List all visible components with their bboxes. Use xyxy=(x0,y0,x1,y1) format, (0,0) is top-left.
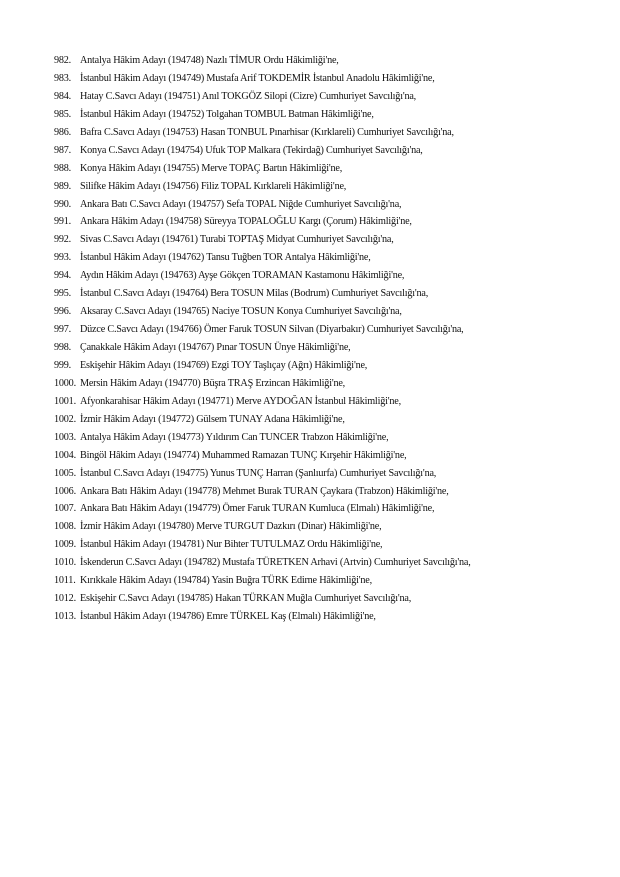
entry-text: Çanakkale Hâkim Adayı (194767) Pınar TOSUN Ünye Hâkimliği'ne, xyxy=(80,342,351,353)
list-item xyxy=(54,142,610,160)
entry-number: 987. xyxy=(54,144,72,156)
entry-number: 983. xyxy=(54,72,72,84)
list-item xyxy=(54,500,610,518)
list-item xyxy=(54,124,610,142)
entry-number: 1003. xyxy=(54,431,76,443)
list-item xyxy=(54,518,610,536)
entry-number: 1013. xyxy=(54,611,76,623)
entry-text: Bingöl Hâkim Adayı (194774) Muhammed Ramazan TUNÇ Kırşehir Hâkimliği'ne, xyxy=(80,449,407,461)
entry-text: Aksaray C.Savcı Adayı (194765) Naciye TOSUN Konya Cumhuriyet Savcılığı'na, xyxy=(80,306,402,318)
entry-text: İstanbul C.Savcı Adayı (194764) Bera TOSUN Milas (Bodrum) Cumhuriyet Savcılığı'na, xyxy=(80,288,429,300)
entry-number: 1005. xyxy=(54,467,76,479)
list-item xyxy=(54,106,610,124)
list-item xyxy=(54,213,610,231)
entry-text: Düzce C.Savcı Adayı (194766) Ömer Faruk TOSUN Silvan (Diyarbakır) Cumhuriyet Savcılığı'na, xyxy=(80,324,464,336)
entry-number: 1001. xyxy=(54,395,76,407)
entry-text: Silifke Hâkim Adayı (194756) Filiz TOPAL Kırklareli Hâkimliği'ne, xyxy=(80,180,347,192)
entry-text: Konya Hâkim Adayı (194755) Merve TOPAÇ Bartın Hâkimliği'ne, xyxy=(80,162,343,174)
entry-text: Ankara Hâkim Adayı (194758) Süreyya TOPALOĞLU Kargı (Çorum) Hâkimliği'ne, xyxy=(80,216,412,228)
entry-number: 989. xyxy=(54,180,72,192)
entry-text: İstanbul C.Savcı Adayı (194775) Yunus TUNÇ Harran (Şanlıurfa) Cumhuriyet Savcılığı'na, xyxy=(80,467,437,479)
entry-number: 982. xyxy=(54,55,72,66)
entry-number: 985. xyxy=(54,108,72,120)
entry-number: 997. xyxy=(54,324,72,336)
entry-number: 1007. xyxy=(54,503,76,515)
list-item xyxy=(54,196,610,214)
entry-number: 999. xyxy=(54,359,72,371)
list-item xyxy=(54,178,610,196)
list-item xyxy=(54,393,610,411)
entry-number: 996. xyxy=(54,306,72,318)
list-item xyxy=(54,160,610,178)
entry-text: İstanbul Hâkim Adayı (194762) Tansu Tuğben TOR Antalya Hâkimliği'ne, xyxy=(80,252,371,264)
list-item xyxy=(54,231,610,249)
appointment-list xyxy=(54,52,610,626)
list-item xyxy=(54,321,610,339)
entry-number: 995. xyxy=(54,288,72,300)
entry-text: Bafra C.Savcı Adayı (194753) Hasan TONBUL Pınarhisar (Kırklareli) Cumhuriyet Savcılığı'na, xyxy=(80,126,454,138)
list-item xyxy=(54,447,610,465)
entry-number: 994. xyxy=(54,270,72,282)
list-item xyxy=(54,357,610,375)
entry-text: Ankara Batı Hâkim Adayı (194779) Ömer Faruk TURAN Kumluca (Elmalı) Hâkimliği'ne, xyxy=(80,503,435,515)
entry-text: Hatay C.Savcı Adayı (194751) Anıl TOKGÖZ Silopi (Cizre) Cumhuriyet Savcılığı'na, xyxy=(80,90,417,102)
list-item xyxy=(54,590,610,608)
entry-number: 988. xyxy=(54,162,72,174)
entry-text: Aydın Hâkim Adayı (194763) Ayşe Gökçen TORAMAN Kastamonu Hâkimliği'ne, xyxy=(80,270,405,282)
entry-number: 992. xyxy=(54,234,72,246)
list-item xyxy=(54,536,610,554)
entry-text: Mersin Hâkim Adayı (194770) Büşra TRAŞ Erzincan Hâkimliği'ne, xyxy=(80,377,346,389)
entry-text: İstanbul Hâkim Adayı (194781) Nur Bihter TUTULMAZ Ordu Hâkimliği'ne, xyxy=(80,539,383,551)
entry-text: Ankara Batı Hâkim Adayı (194778) Mehmet Burak TURAN Çaykara (Trabzon) Hâkimliği'ne, xyxy=(80,485,449,497)
list-item xyxy=(54,70,610,88)
entry-number: 990. xyxy=(54,198,72,210)
list-item xyxy=(54,249,610,267)
entry-text: İzmir Hâkim Adayı (194780) Merve TURGUT Dazkırı (Dinar) Hâkimliği'ne, xyxy=(80,521,382,533)
list-item xyxy=(54,267,610,285)
entry-text: Kırıkkale Hâkim Adayı (194784) Yasin Buğra TÜRK Edirne Hâkimliği'ne, xyxy=(80,575,372,587)
list-item xyxy=(54,339,610,357)
list-item xyxy=(54,411,610,429)
list-item xyxy=(54,608,610,626)
entry-number: 1000. xyxy=(54,377,76,389)
entry-text: Sivas C.Savcı Adayı (194761) Turabi TOPTAŞ Midyat Cumhuriyet Savcılığı'na, xyxy=(80,234,394,246)
list-item xyxy=(54,52,610,70)
entry-number: 1012. xyxy=(54,593,76,605)
entry-text: Eskişehir C.Savcı Adayı (194785) Hakan TÜRKAN Muğla Cumhuriyet Savcılığı'na, xyxy=(80,593,412,605)
list-item xyxy=(54,285,610,303)
entry-text: Eskişehir Hâkim Adayı (194769) Ezgi TOY Taşlıçay (Ağrı) Hâkimliği'ne, xyxy=(80,359,368,371)
entry-text: Afyonkarahisar Hâkim Adayı (194771) Merve AYDOĞAN İstanbul Hâkimliği'ne, xyxy=(80,395,401,407)
entry-text: İstanbul Hâkim Adayı (194752) Tolgahan TOMBUL Batman Hâkimliği'ne, xyxy=(80,108,374,120)
entry-number: 1002. xyxy=(54,413,76,425)
list-item xyxy=(54,572,610,590)
entry-text: İstanbul Hâkim Adayı (194749) Mustafa Arif TOKDEMİR İstanbul Anadolu Hâkimliği'ne, xyxy=(80,72,435,84)
entry-text: Konya C.Savcı Adayı (194754) Ufuk TOP Malkara (Tekirdağ) Cumhuriyet Savcılığı'na, xyxy=(80,144,423,156)
list-item xyxy=(54,554,610,572)
entry-number: 1011. xyxy=(54,575,76,587)
entry-number: 1006. xyxy=(54,485,76,497)
entry-text: Ankara Batı C.Savcı Adayı (194757) Sefa TOPAL Niğde Cumhuriyet Savcılığı'na, xyxy=(80,198,402,210)
entry-text: Antalya Hâkim Adayı (194748) Nazlı TİMUR Ordu Hâkimliği'ne, xyxy=(80,55,339,66)
entry-number: 998. xyxy=(54,342,72,353)
entry-number: 986. xyxy=(54,126,72,138)
entry-text: Antalya Hâkim Adayı (194773) Yıldırım Can TUNCER Trabzon Hâkimliği'ne, xyxy=(80,431,389,443)
entry-number: 993. xyxy=(54,252,72,264)
list-item xyxy=(54,465,610,483)
list-item xyxy=(54,375,610,393)
list-item xyxy=(54,303,610,321)
entry-number: 991. xyxy=(54,216,72,228)
entry-text: İskenderun C.Savcı Adayı (194782) Mustafa TÜRETKEN Arhavi (Artvin) Cumhuriyet Savcılığı'na, xyxy=(80,557,471,569)
list-item xyxy=(54,483,610,501)
entry-text: İzmir Hâkim Adayı (194772) Gülsem TUNAY Adana Hâkimliği'ne, xyxy=(80,413,345,425)
entry-number: 1004. xyxy=(54,449,76,461)
list-item xyxy=(54,429,610,447)
entry-number: 1009. xyxy=(54,539,76,551)
entry-number: 1008. xyxy=(54,521,76,533)
entry-number: 984. xyxy=(54,90,72,102)
list-item xyxy=(54,88,610,106)
entry-text: İstanbul Hâkim Adayı (194786) Emre TÜRKEL Kaş (Elmalı) Hâkimliği'ne, xyxy=(80,611,376,623)
entry-number: 1010. xyxy=(54,557,76,569)
